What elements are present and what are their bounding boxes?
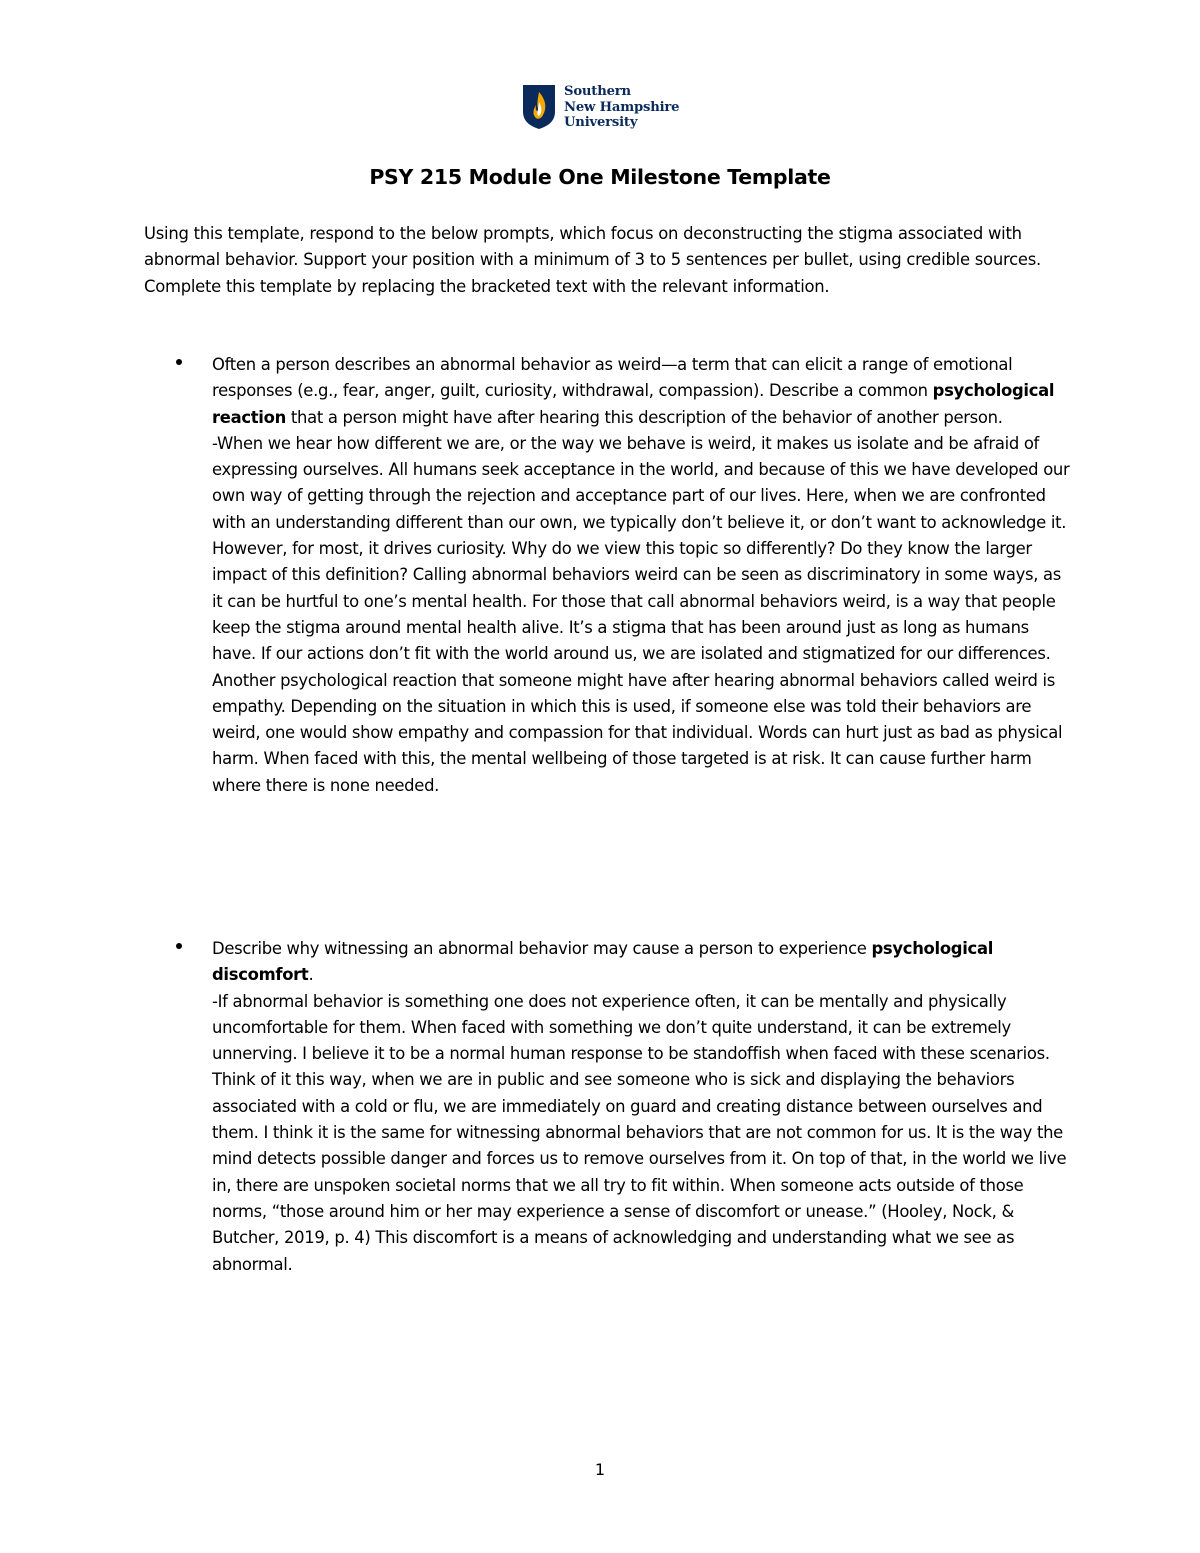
university-logo [522, 84, 679, 131]
bullet-response: -If abnormal behavior is something one does not experience often, it can be mentally and physically uncomfortable for them. When faced with something we don’t quite understand, it can be extremely unnerving. I believe it to be a normal human response to be standoffish when faced with these scenarios. Think of it this way, when we are in public and see someone who is sick and displaying the behaviors associated with a cold or flu, we are immediately on guard and creating distance between ourselves and them. I think it is the same for witnessing abnormal behaviors that are not common for us. It is the way the mind detects possible danger and forces us to remove ourselves from it. On top of that, in the world we live in, there are unspoken societal norms that we all try to fit within. When someone acts outside of those norms, “those around him or her may experience a sense of discomfort or unease.” (Hooley, Nock, & Butcher, 2019, p. 4) This discomfort is a means of acknowledging and understanding what we see as abnormal. [212, 991, 1067, 1274]
shield-flame-icon [522, 84, 556, 130]
prompt-text: Describe why witnessing an abnormal behavior may cause a person to experience [212, 939, 872, 958]
page-number: 1 [594, 1460, 606, 1479]
bullet-response: -When we hear how different we are, or the way we behave is weird, it makes us isolate and be afraid of expressing ourselves. All humans seek acceptance in the world, and because of this we have developed our own way of getting through the rejection and acceptance part of our lives. Here, when we are confronted with an understanding different than our own, we typically don’t believe it, or don’t want to acknowledge it. However, for most, it drives curiosity. Why do we view this topic so differently? Do they know the larger impact of this definition? Calling abnormal behaviors weird can be seen as discriminatory in some ways, as it can be hurtful to one’s mental health. For those that call abnormal behaviors weird, is a way that people keep the stigma around mental health alive. It’s a stigma that has been around just as long as humans have. If our actions don’t fit with the world around us, we are isolated and stigmatized for our differences. Another psychological reaction that someone might have after hearing abnormal behaviors called weird is empathy. Depending on the situation in which this is used, if someone else was told their behaviors are weird, one would show empathy and compassion for that individual. Words can hurt just as bad as physical harm. When faced with this, the mental wellbeing of those targeted is at risk. It can cause further harm where there is none needed. [212, 433, 1070, 795]
bullet-prompt [212, 352, 1072, 431]
bullet-body [212, 352, 1072, 799]
logo-line-1: Southern [564, 84, 631, 99]
bullet-prompt [212, 936, 1072, 989]
bullet-dot-icon [176, 943, 182, 949]
prompt-bold-term: psychological reaction [212, 381, 1055, 427]
bullet-item-2 [144, 936, 1074, 1278]
logo-wordmark [564, 84, 679, 131]
bullet-body [212, 936, 1072, 1278]
prompt-text: Often a person describes an abnormal behavior as weird—a term that can elicit a range of emotional responses (e.g., fear, anger, guilt, curiosity, withdrawal, compassion). Describe a common [212, 355, 1013, 401]
bullet-dot-icon [176, 359, 182, 365]
document-title: PSY 215 Module One Milestone Template [369, 165, 831, 189]
prompt-text-end: that a person might have after hearing this description of the behavior of another person. [285, 407, 1003, 427]
intro-text: Using this template, respond to the below prompts, which focus on deconstructing the stigma associated with abnormal behavior. Support your position with a minimum of 3 to 5 sentences per bullet, using credible sources. Complete this template by replacing the bracketed text with the relevant information. [144, 224, 1041, 296]
prompt-text-end: . [308, 965, 314, 985]
intro-paragraph [144, 221, 1064, 300]
prompt-bold-term: psychological discomfort [212, 939, 994, 985]
logo-line-3: University [564, 115, 638, 130]
logo-line-2: New Hampshire [564, 99, 680, 115]
bullet-item-1 [144, 352, 1074, 799]
